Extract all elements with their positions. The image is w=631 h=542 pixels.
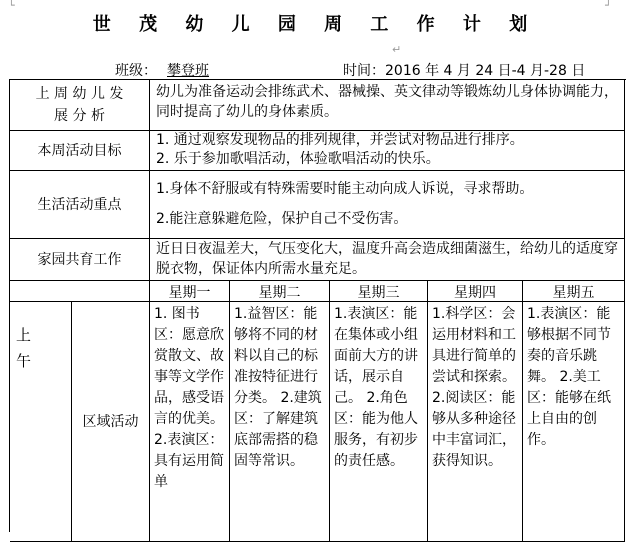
day-header-mon: 星期一 bbox=[150, 281, 230, 302]
page-title: 世 茂 幼 儿 园 周 工 作 计 划 bbox=[92, 14, 539, 35]
day-content-tue: 1.益智区：能够将不同的材料以自己的标准按特征进行分类。 2.建筑区：了解建筑底部需搭的稳固等常识。 bbox=[230, 302, 330, 542]
day-content-fri: 1.表演区：能够根据不同节奏的音乐跳舞。 2.美工区：能够在纸上自由的创作。 bbox=[523, 302, 625, 542]
header-goals: 本周活动目标 bbox=[10, 131, 150, 171]
day-header-thu: 星期四 bbox=[428, 281, 523, 302]
class-info bbox=[115, 60, 209, 80]
home-school: 近日日夜温差大，气压变化大，温度升高会造成细菌滋生，给幼儿的适度穿脱衣物，保证体内所需水量充足。 bbox=[150, 239, 625, 281]
day-header-fri: 星期五 bbox=[523, 281, 625, 302]
time-info bbox=[343, 60, 585, 80]
header-life-focus: 生活活动重点 bbox=[10, 171, 150, 239]
class-label: 班级： bbox=[115, 63, 157, 79]
day-header-wed: 星期三 bbox=[330, 281, 428, 302]
header-home-school: 家园共育工作 bbox=[10, 239, 150, 281]
day-header-tue: 星期二 bbox=[230, 281, 330, 302]
corner-blank bbox=[10, 281, 150, 302]
class-value: 攀登班 bbox=[167, 63, 209, 79]
area-activity-label: 区域活动 bbox=[72, 302, 150, 542]
period-morning: 上午 bbox=[10, 302, 72, 542]
life-focus: 1.身体不舒服或有特殊需要时能主动向成人诉说，寻求帮助。 2.能注意躲避危险，保护自己不受伤害。 bbox=[150, 171, 625, 239]
weekly-goals: 1. 通过观察发现物品的排列规律，并尝试对物品进行排序。 2. 乐于参加歌唱活动，体验歌唱活动的快乐。 bbox=[150, 131, 625, 171]
day-content-thu: 1.科学区：会运用材料和工具进行简单的尝试和探索。 2.阅读区：能够从多种途径中丰富词汇，获得知识。 bbox=[428, 302, 523, 542]
day-content-mon: 1. 图书区：愿意欣赏散文、故事等文学作品，感受语言的优美。 2.表演区：具有运用简单 bbox=[150, 302, 230, 542]
header-last-week: 上 周 幼 儿 发 展 分 析 bbox=[10, 80, 150, 131]
time-label: 时间： bbox=[343, 63, 385, 79]
paragraph-mark: ↵ bbox=[392, 43, 402, 56]
last-week-analysis: 幼儿为准备运动会排练武术、器械操、英文律动等锻炼幼儿身体协调能力，同时提高了幼儿的身体素质。 bbox=[150, 80, 625, 131]
crop-mark-right: ┘ bbox=[605, 0, 612, 12]
crop-mark-left: └ bbox=[8, 0, 15, 12]
weekly-plan-table bbox=[9, 79, 626, 532]
time-value: 2016 年 4 月 24 日-4 月-28 日 bbox=[385, 63, 586, 79]
day-content-wed: 1.表演区：能在集体或小组面前大方的讲话，展示自己。 2.角色区：能为他人服务，有初步的责任感。 bbox=[330, 302, 428, 542]
